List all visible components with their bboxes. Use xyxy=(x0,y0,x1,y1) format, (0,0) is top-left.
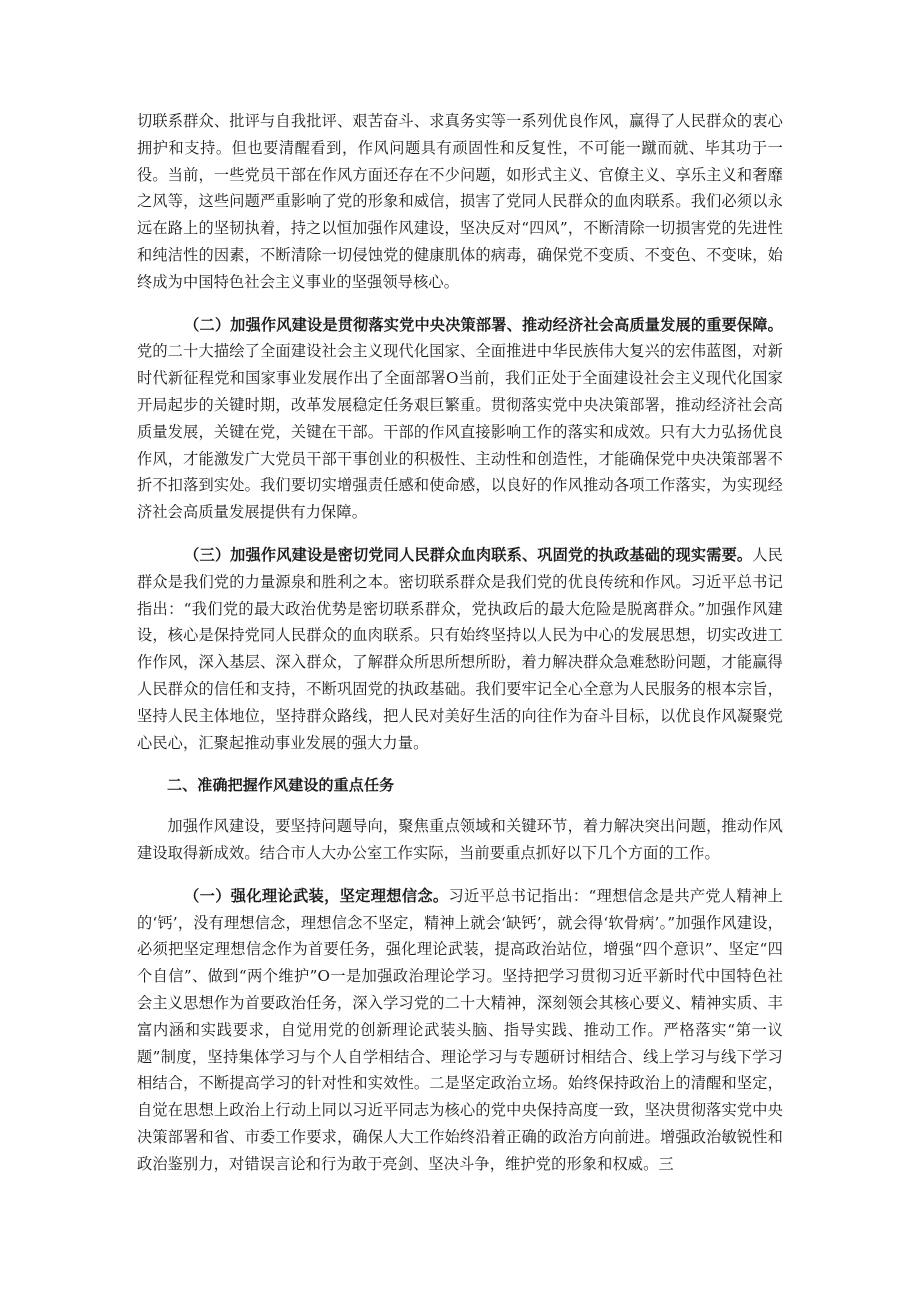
paragraph-2 xyxy=(137,312,783,526)
paragraph-3-heading: （三）加强作风建设是密切党同人民群众血肉联系、巩固党的执政基础的现实需要。 xyxy=(184,545,753,564)
document-page xyxy=(137,108,783,1193)
paragraph-1-text: 切联系群众、批评与自我批评、艰苦奋斗、求真务实等一系列优良作风，赢得了人民群众的衷心拥护和支持。但也要清醒看到，作风问题具有顽固性和反复性，不可能一蹴而就、毕其功于一役。当前，一些党员干部在作风方面还存在不少问题，如形式主义、官僚主义、享乐主义和奢靡之风等，这些问题严重影响了党的形象和威信，损害了党同人民群众的血肉联系。我们必须以永远在路上的坚韧执着，持之以恒加强作风建设，坚决反对“四风”，不断清除一切损害党的先进性和纯洁性的因素，不断清除一切侵蚀党的健康肌体的病毒，确保党不变质、不变色、不变味，始终成为中国特色社会主义事业的坚强领导核心。 xyxy=(137,112,783,291)
paragraph-4-text: 加强作风建设，要坚持问题导向，聚焦重点领域和关键环节，着力解决突出问题，推动作风建设取得新成效。结合市人大办公室工作实际，当前要重点抓好以下几个方面的工作。 xyxy=(137,817,783,862)
paragraph-4 xyxy=(137,813,783,867)
paragraph-2-text: 党的二十大描绘了全面建设社会主义现代化国家、全面推进中华民族伟大复兴的宏伟蓝图，对新时代新征程党和国家事业发展作出了全面部署O当前，我们正处于全面建设社会主义现代化国家开局起步的关键时期，改革发展稳定任务艰巨繁重。贯彻落实党中央决策部署，推动经济社会高质量发展，关键在党，关键在干部。干部的作风直接影响工作的落实和成效。只有大力弘扬优良作风，才能激发广大党员干部干事创业的积极性、主动性和创造性，才能确保党中央决策部署不折不扣落到实处。我们要切实增强责任感和使命感，以良好的作风推动各项工作落实，为实现经济社会高质量发展提供有力保障。 xyxy=(137,342,783,522)
paragraph-3 xyxy=(137,542,783,756)
paragraph-5-text: 习近平总书记指出：“理想信念是共产党人精神上的‘钙’，没有理想信念，理想信念不坚定，精神上就会‘缺钙’，就会得‘软骨病’。”加强作风建设，必须把坚定理想信念作为首要任务，强化理论武装，提高政治站位，增强“四个意识”、坚定“四个自信”、做到“两个维护”O一是加强政治理论学习。坚持把学习贯彻习近平新时代中国特色社会主义思想作为首要政治任务，深入学习党的二十大精神，深刻领会其核心要义、精神实质、丰富内涵和实践要求，自觉用党的创新理论武装头脑、指导实践、推动工作。严格落实“第一议题”制度，坚持集体学习与个人自学相结合、理论学习与专题研讨相结合、线上学习与线下学习相结合，不断提高学习的针对性和实效性。二是坚定政治立场。始终保持政治上的清醒和坚定，自觉在思想上政治上行动上同以习近平同志为核心的党中央保持高度一致，坚决贯彻落实党中央决策部署和省、市委工作要求，确保人大工作始终沿着正确的政治方向前进。增强政治敏锐性和政治鉴别力，对错误言论和行为敢于亮剑、坚决斗争，维护党的形象和权威。三 xyxy=(137,886,783,1173)
paragraph-5 xyxy=(137,883,783,1178)
paragraph-5-heading: （一）强化理论武装，坚定理想信念。 xyxy=(184,886,449,905)
section-2-title: 二、准确把握作风建设的重点任务 xyxy=(167,776,395,795)
paragraph-3-text: 人民群众是我们党的力量源泉和胜利之本。密切联系群众是我们党的优良传统和作风。习近平总书记指出：“我们党的最大政治优势是密切联系群众，党执政后的最大危险是脱离群众。”加强作风建设，核心是保持党同人民群众的血肉联系。只有始终坚持以人民为中心的发展思想，切实改进工作作风，深入基层、深入群众，了解群众所思所想所盼，着力解决群众急难愁盼问题，才能赢得人民群众的信任和支持，不断巩固党的执政基础。我们要牢记全心全意为人民服务的根本宗旨，坚持人民主体地位，坚持群众路线，把人民对美好生活的向往作为奋斗目标，以优良作风凝聚党心民心，汇聚起推动事业发展的强大力量。 xyxy=(137,545,783,752)
paragraph-1 xyxy=(137,108,783,296)
paragraph-2-heading: （二）加强作风建设是贯彻落实党中央决策部署、推动经济社会高质量发展的重要保障。 xyxy=(184,315,783,334)
